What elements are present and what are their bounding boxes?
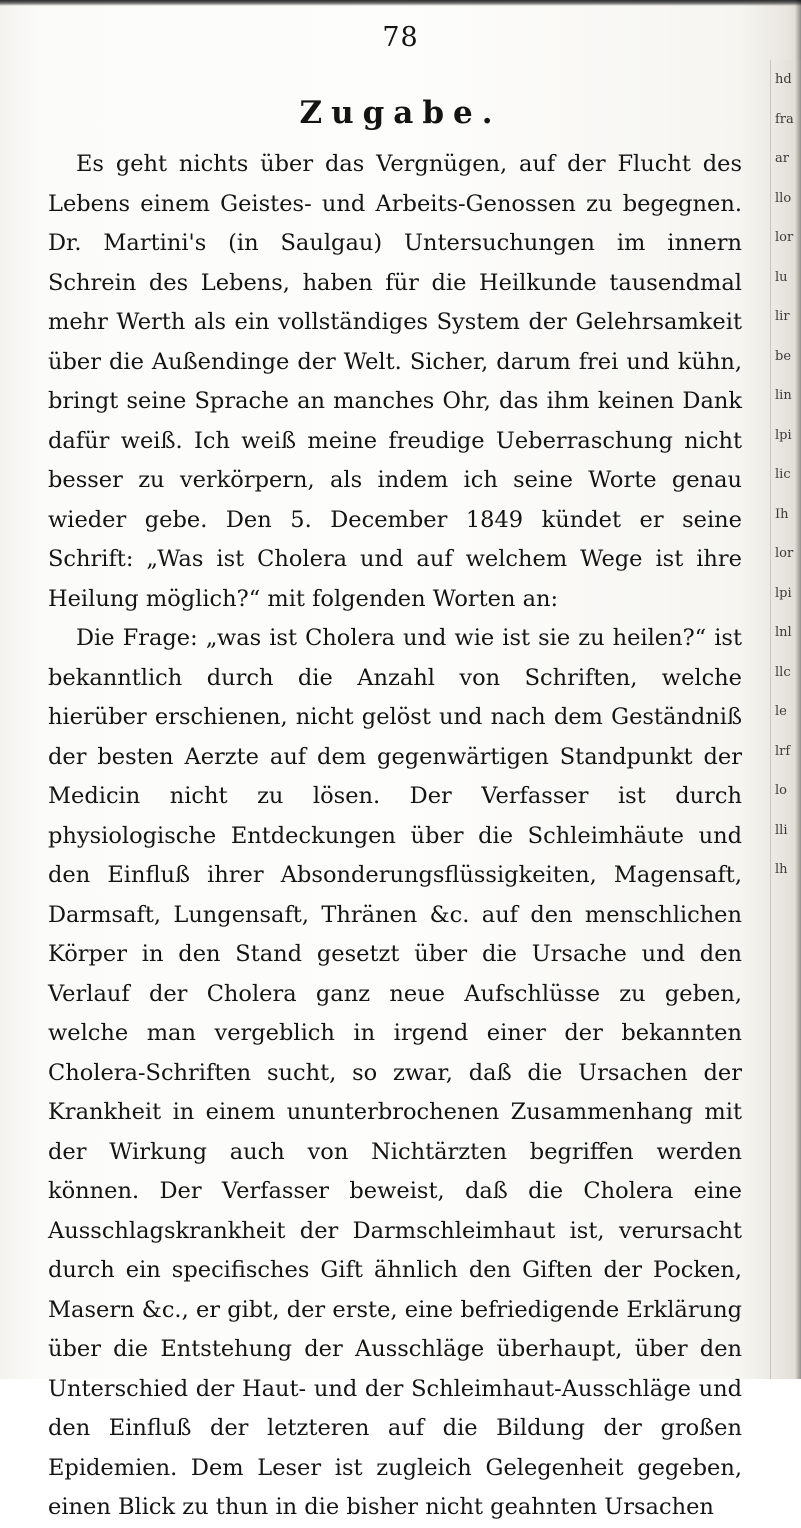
top-binding-rule <box>0 0 801 6</box>
gutter-fragment: lor <box>775 546 794 561</box>
gutter-fragment: lnl <box>775 625 792 640</box>
gutter-fragment: lrf <box>775 743 791 759</box>
body-text <box>48 145 742 1528</box>
gutter-fragment: lic <box>775 467 791 482</box>
gutter-fragment: llc <box>775 664 791 680</box>
gutter-fragment: lir <box>775 309 790 324</box>
gutter-fragment: le <box>775 704 787 719</box>
gutter-fragment: Ih <box>775 506 789 522</box>
gutter-fragment: lh <box>775 862 788 877</box>
gutter-fragment: hd <box>775 72 792 87</box>
gutter-fragment: lo <box>775 783 787 798</box>
paragraph-quotation: Die Frage: „was ist Cholera und wie ist sie zu heilen?“ ist bekanntlich durch die Anzahl von Schriften, welche hierüber erschienen, nicht gelöst und nach dem Geständniß der besten Aerzte auf dem gegenwärtigen Standpunkt der Medicin nicht zu lösen. Der Verfasser ist durch physiologische Entdeckungen über die Schleimhäute und den Einfluß ihrer Absonderungsflüssigkeiten, Magensaft, Darmsaft, Lungensaft, Thränen &c. auf den menschlichen Körper in den Stand gesetzt über die Ursache und den Verlauf der Cholera ganz neue Aufschlüsse zu geben, welche man vergeblich in irgend einer der bekannten Cholera-Schriften sucht, so zwar, daß die Ursachen der Krankheit in einem ununterbrochenen Zusammenhang mit der Wirkung auch von Nichtärzten begriffen werden können. Der Verfasser beweist, daß die Cholera eine Ausschlagskrankheit der Darmschleimhaut ist, verursacht durch ein specifisches Gift ähnlich den Giften der Pocken, Masern &c., er gibt, der erste, eine befriedigende Erklärung über die Entstehung der Ausschläge überhaupt, über den Unterschied der Haut- und der Schleimhaut-Ausschläge und den Einfluß der letzteren auf die Bildung der großen Epidemien. Dem Leser ist zugleich Gelegenheit gegeben, einen Blick zu thun in die bisher nicht geahnten Ursachen <box>48 625 742 1520</box>
paragraph-intro: Es geht nichts über das Vergnügen, auf der Flucht des Lebens einem Geistes- und Arbeits-Genossen zu begegnen. Dr. Martini's (in Saulgau) Untersuchungen im innern Schrein des Lebens, haben für die Heilkunde tausendmal mehr Werth als ein vollständiges System der Gelehrsamkeit über die Außendinge der Welt. Sicher, darum frei und kühn, bringt seine Sprache an manches Ohr, das ihm keinen Dank dafür weiß. Ich weiß meine freudige Ueberraschung nicht besser zu verkörpern, als indem ich seine Worte genau wieder gebe. Den 5. December 1849 kündet er seine Schrift: „Was ist Cholera und auf welchem Wege ist ihre Heilung möglich?“ mit folgenden Worten an: <box>48 151 742 612</box>
page-number: 78 <box>382 22 419 53</box>
gutter-fragment: lli <box>775 822 788 838</box>
section-heading: Zugabe. <box>299 95 502 131</box>
gutter-fragment: be <box>775 348 792 364</box>
gutter-fragment: fra <box>775 111 794 127</box>
gutter-fragment: llo <box>775 190 792 206</box>
gutter-fragment: lin <box>775 388 792 403</box>
gutter-fragment: lor <box>775 230 794 245</box>
gutter-fragment: lpi <box>775 585 792 601</box>
gutter-fragment: lpi <box>775 427 792 443</box>
gutter-fragment: ar <box>775 151 789 166</box>
gutter-fragment: lu <box>775 269 788 285</box>
page-edge-shadow <box>795 0 801 1379</box>
